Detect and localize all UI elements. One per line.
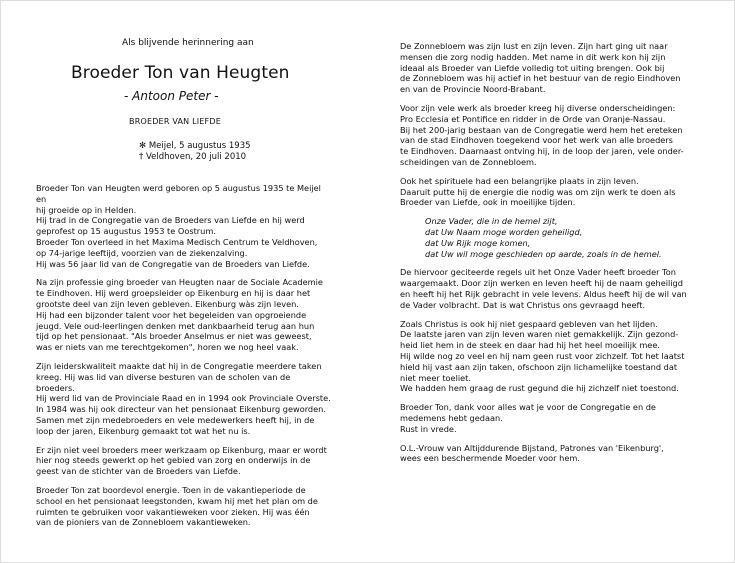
birth-death-dates: ✻ Meijel, 5 augustus 1935 † Veldhoven, 20 juli 2010 [139, 141, 251, 162]
intro-line: Als blijvende herinnering aan [122, 38, 254, 48]
paragraph: O.L.-Vrouw van Altijddurende Bijstand, Patrones van 'Eikenburg', wees een beschermende Moeder voor hem. [400, 442, 664, 464]
order-label: BROEDER VAN LIEFDE [129, 117, 221, 126]
paragraph: Ook het spirituele had een belangrijke plaats in zijn leven. Daaruit putte hij de energie die nodig was om zijn werk te doen als Broeder van Liefde, ook in moeilijke tijden. [400, 175, 676, 208]
left-body [36, 183, 331, 536]
paragraph: Er zijn niet veel broeders meer werkzaam op Eikenburg, maar er wordt hier nog steeds gewerkt op het gebied van zorg en onderwijs in de geest van de stichter van de Broeders van Liefde. [36, 444, 327, 477]
religious-name: - Antoon Peter - [124, 89, 219, 103]
deceased-name: Broeder Ton van Heugten [71, 63, 290, 83]
paragraph: Broeder Ton van Heugten werd geboren op 5 augustus 1935 te Meijel en hij groeide op in Helden. Hij trad in de Congregatie van de Broeders van Liefde en hij werd geprofest op 15 augustus 1953 te Oostrum. Broeder Ton overleed in het Maxima Medisch Centrum te Veldhoven, op 74-jarige leeftijd, voorzien van de ziekenzalving. Hij was 56 jaar lid van de Congregatie van de Broeders van Liefde. [36, 183, 321, 269]
right-panel [400, 41, 705, 472]
paragraph: Voor zijn vele werk als broeder kreeg hij diverse onderscheidingen: Pro Ecclesia et Pontifice en ridder in de Orde van Oranje-Nassau. Bij het 200-jarig bestaan van de Congregatie werd hem het ereteken van de stad Eindhoven toegekend voor het werk van alle broeders te Eindhoven. Daarnaast ontving hij, in de loop der jaren, vele onder- scheidingen van de Zonnebloem. [400, 102, 684, 167]
paragraph: Broeder Ton zat boordevol energie. Toen in de vakantieperiode de school en het pensionaat leegstonden, kwam hij met het plan om de ruimten te gebruiken voor vakantieweken voor zieken. Hij was één van de pioniers van de Zonnebloem vakantieweken. [36, 484, 318, 528]
paragraph: De hiervoor geciteerde regels uit het Onze Vader heeft broeder Ton waargemaakt. Door zijn werken en leven heeft hij de naam geheiligd en heeft hij het Rijk gebracht in vele levens. Aldus heeft hij de wil van de Vader volbracht. Dat is wat Christus ons gevraagd heeft. [400, 267, 687, 310]
prayer-quote: Onze Vader, die in de hemel zijt, dat Uw Naam moge worden geheiligd, dat Uw Rijk moge komen, dat Uw wil moge geschieden op aarde, zoals in de hemel. [425, 216, 662, 259]
paragraph: Broeder Ton, dank voor alles wat je voor de Congregatie en de medemens hebt gedaan. Rust in vrede. [400, 402, 656, 434]
paragraph: Na zijn professie ging broeder van Heugten naar de Sociale Academie te Eindhoven. Hij werd groepsleider op Eikenburg en hij is daar het grootste deel van zijn leven gebleven. Eikenburg wàs zijn leven. Hij had een bijzonder talent voor het begeleiden van opgroeiende jeugd. Vele oud-leerlingen denken met dankbaarheid terug aan hun tijd op het pensionaat. "Als broeder Anselmus er niet was geweest, was er niets van me terechtgekomen", horen we nog heel vaak. [36, 277, 323, 353]
paragraph: Zoals Christus is ook hij niet gespaard gebleven van het lijden. De laatste jaren van zijn leven waren niet gemakkelijk. Zijn gezond- heid liet hem in de steek en daar had hij het heel moeilijk mee. Hij wilde nog zo veel en hij nam geen rust voor zichzelf. Tot het laatst hield hij vast aan zijn taken, ofschoon zijn lichamelijke toestand dat niet meer toeliet. We hadden hem graag de rust gegund die hij zichzelf niet toestond. [400, 318, 685, 394]
paragraph: Zijn leiderskwaliteit maakte dat hij in de Congregatie meerdere taken kreeg. Hij was lid van diverse besturen van de scholen van de broeders. Hij werd lid van de Provinciale Raad en in 1994 ook Provinciale Overste. In 1984 was hij ook directeur van het pensionaat Eikenburg geworden. Samen met zijn medebroeders en vele medewerkers heeft hij, in de loop der jaren, Eikenburg gemaakt tot wat het nu is. [36, 360, 331, 436]
paragraph: De Zonnebloem was zijn lust en zijn leven. Zijn hart ging uit naar mensen die zorg nodig hadden. Met name in dit werk kon hij zijn ideaal als Broeder van Liefde volledig tot uiting brengen. Ook bij de Zonnebloem was hij actief in het bestuur van de regio Eindhoven en van de Provincie Noord-Brabant. [400, 41, 681, 95]
